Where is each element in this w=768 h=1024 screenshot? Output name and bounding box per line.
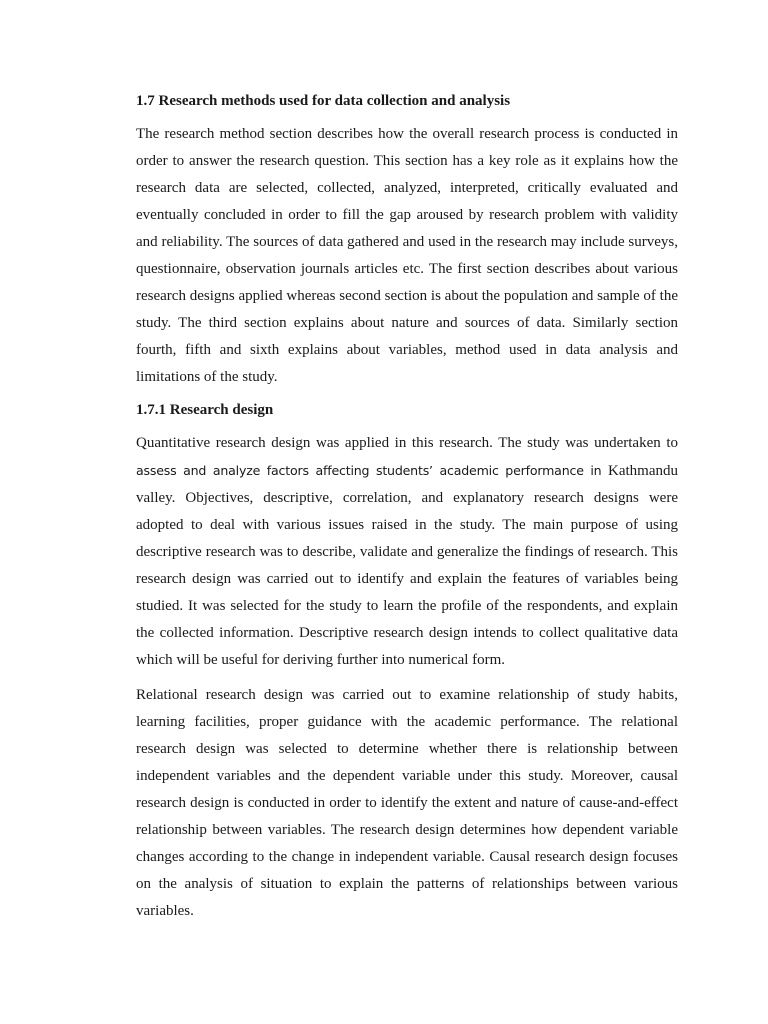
section-heading: 1.7 Research methods used for data collection and analysis [136,93,511,109]
paragraph-text-segment: Quantitative research design was applied in this research. The study was undertaken to [136,435,678,451]
subsection-heading: 1.7.1 Research design [136,402,274,418]
research-design-paragraph-1 [136,430,678,674]
paragraph-text-segment-alt-font: assess and analyze factors affecting students’ academic performance in [136,463,602,478]
research-design-paragraph-2: Relational research design was carried out to examine relationship of study habits, learning facilities, proper guidance with the academic performance. The relational research design was selected to determine whether there is relationship between independent variables and the dependent variable under this study. Moreover, causal research design is conducted in order to identify the extent and nature of cause-and-effect relationship between variables. The research design determines how dependent variable changes according to the change in independent variable. Causal research design focuses on the analysis of situation to explain the patterns of relationships between various variables. [136,687,678,919]
document-page [136,88,678,925]
section-intro-paragraph: The research method section describes how the overall research process is conducted in order to answer the research question. This section has a key role as it explains how the research data are selected, collected, analyzed, interpreted, critically evaluated and eventually concluded in order to fill the gap aroused by research problem with validity and reliability. The sources of data gathered and used in the research may include surveys, questionnaire, observation journals articles etc. The first section describes about various research designs applied whereas second section is about the population and sample of the study. The third section explains about nature and sources of data. Similarly section fourth, fifth and sixth explains about variables, method used in data analysis and limitations of the study. [136,126,678,385]
paragraph-text-segment: Kathmandu valley. Objectives, descriptive, correlation, and explanatory research designs were adopted to deal with various issues raised in the study. The main purpose of using descriptive research was to describe, validate and generalize the findings of research. This research design was carried out to identify and explain the features of variables being studied. It was selected for the study to learn the profile of the respondents, and explain the collected information. Descriptive research design intends to collect qualitative data which will be useful for deriving further into numerical form. [136,463,679,668]
